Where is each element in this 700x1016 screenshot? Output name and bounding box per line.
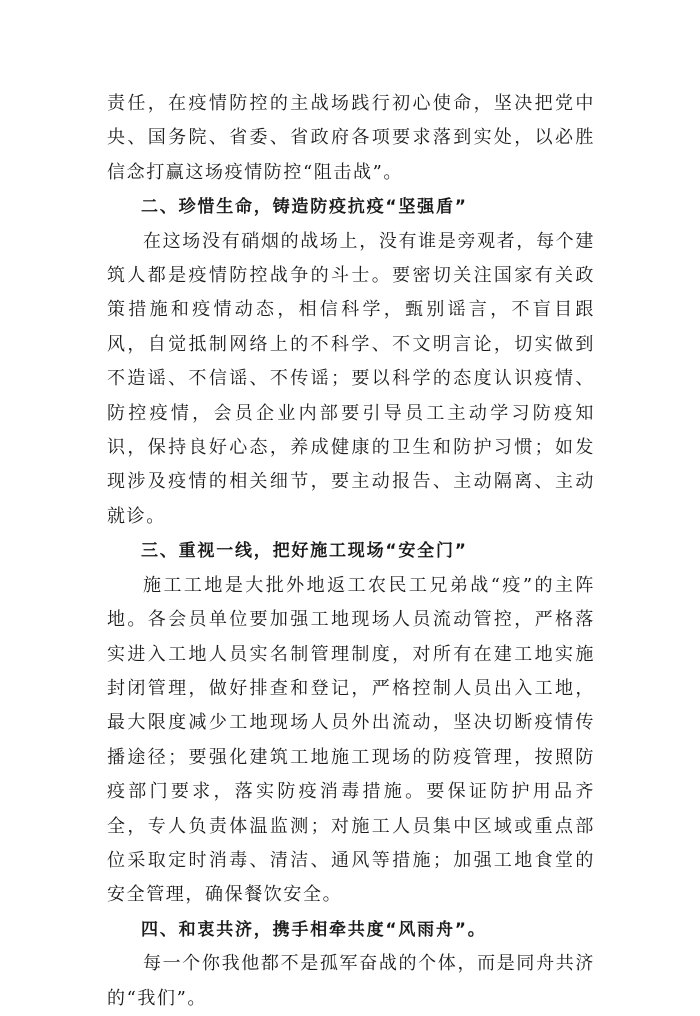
document-page [107,87,595,1016]
section-heading: 三、重视一线，把好施工现场“安全门” [141,541,468,562]
section-paragraph: 每一个你我他都不是孤军奋战的个体，而是同舟共济的“我们”。 [107,953,595,1009]
section-heading: 二、珍惜生命，铸造防疫抗疫“坚强盾” [141,197,468,218]
continuation-paragraph: 责任，在疫情防控的主战场践行初心使命，坚决把党中央、国务院、省委、省政府各项要求落到实处，以必胜信念打赢这场疫情防控“阻击战”。 [107,93,595,183]
section-paragraph: 施工工地是大批外地返工农民工兄弟战“疫”的主阵地。各会员单位要加强工地现场人员流动管控，严格落实进入工地人员实名制管理制度，对所有在建工地实施封闭管理，做好排查和登记，严格控制人员出入工地，最大限度减少工地现场人员外出流动，坚决切断疫情传播途径；要强化建筑工地施工现场的防疫管理，按照防疫部门要求，落实防疫消毒措施。要保证防护用品齐全，专人负责体温监测；对施工人员集中区域或重点部位采取定时消毒、清洁、通风等措施；加强工地食堂的安全管理，确保餐饮安全。 [107,574,595,906]
section-paragraph: 在这场没有硝烟的战场上，没有谁是旁观者，每个建筑人都是疫情防控战争的斗士。要密切关注国家有关政策措施和疫情动态，相信科学，甄别谣言，不盲目跟风，自觉抵制网络上的不科学、不文明言论，切实做到不造谣、不信谣、不传谣；要以科学的态度认识疫情、防控疫情，会员企业内部要引导员工主动学习防疫知识，保持良好心态，养成健康的卫生和防护习惯；如发现涉及疫情的相关细节，要主动报告、主动隔离、主动就诊。 [107,230,595,527]
section-heading: 四、和衷共济，携手相牵共度“风雨舟”。 [141,919,487,940]
